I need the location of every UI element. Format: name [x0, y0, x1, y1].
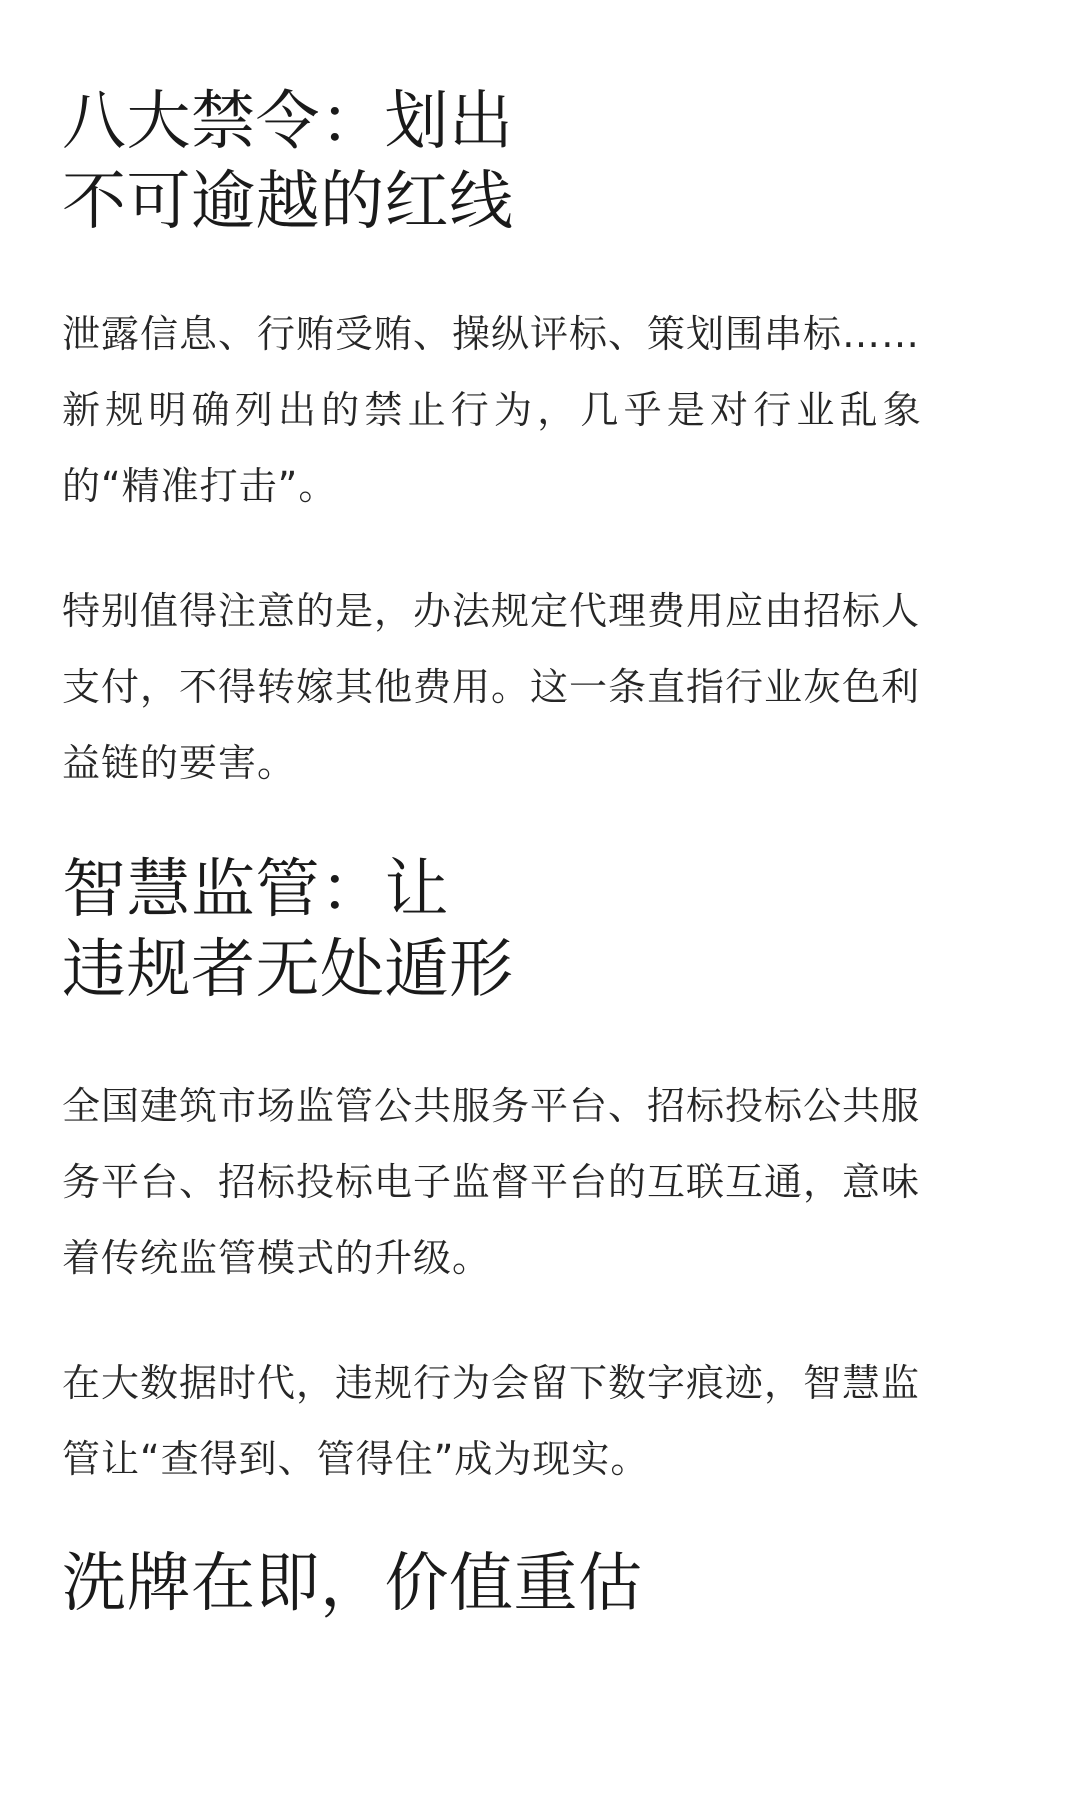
paragraph-line: 在大数据时代，违规行为会留下数字痕迹，智慧监: [62, 1361, 921, 1405]
paragraph-line: 全国建筑市场监管公共服务平台、招标投标公共服: [62, 1084, 921, 1128]
heading-line: 不可逾越的红线: [62, 165, 514, 239]
paragraph-line: 特别值得注意的是，办法规定代理费用应由招标人: [62, 589, 921, 633]
heading-line: 智慧监管：让: [62, 853, 449, 927]
paragraph: [62, 573, 920, 801]
heading-line: 洗牌在即，价值重估: [62, 1547, 643, 1621]
paragraph-line: 支付，不得转嫁其他费用。这一条直指行业灰色利: [62, 665, 921, 709]
paragraph-line: 着传统监管模式的升级。: [62, 1236, 492, 1280]
heading-line: 八大禁令：划出: [62, 85, 514, 159]
paragraph-line: 益链的要害。: [62, 741, 297, 785]
section-heading-smart-supervision: [62, 850, 514, 1010]
paragraph-line: 管让“查得到、管得住”成为现实。: [62, 1437, 650, 1481]
paragraph-line: 泄露信息、行贿受贿、操纵评标、策划围串标……: [62, 312, 921, 356]
paragraph: [62, 1068, 920, 1296]
paragraph-line: 的“精准打击”。: [62, 464, 338, 508]
paragraph-line: 新规明确列出的禁止行为，几乎是对行业乱象: [62, 388, 927, 432]
paragraph: [62, 1345, 920, 1497]
paragraph: [62, 296, 926, 524]
section-heading-reshuffle: [62, 1544, 643, 1624]
heading-line: 违规者无处遁形: [62, 933, 514, 1007]
paragraph-line: 务平台、招标投标电子监督平台的互联互通，意味: [62, 1160, 921, 1204]
section-heading-prohibitions: [62, 82, 514, 242]
